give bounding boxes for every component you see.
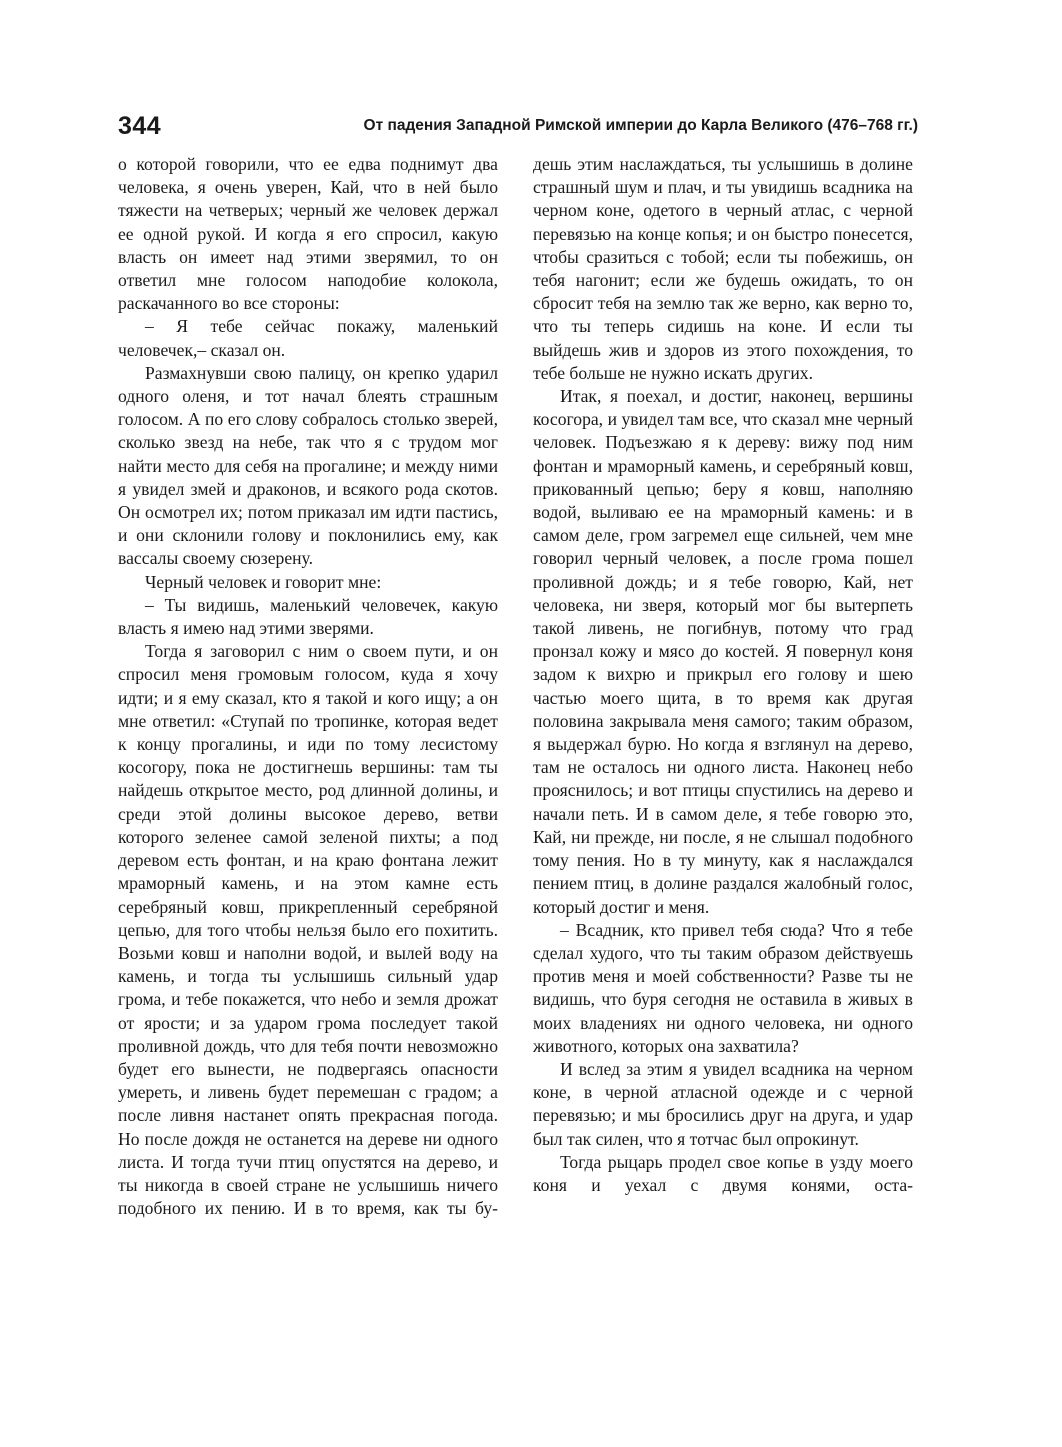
paragraph: Итак, я поехал, и достиг, наконец, вершины косогора, и увидел там все, что сказал мне черный человек. Подъезжаю я к дереву: вижу под ним фонтан и мраморный камень, и серебряный ковш, прикованный цепью; беру я ковш, наполняю водой, выливаю ее на мраморный камень: и в самом деле, гром загремел еще сильней, чем мне говорил черный человек, а после грома пошел проливной дождь; и я тебе говорю, Кай, нет человека, ни зверя, который мог бы вытерпеть такой ливень, не погибнув, потому что град пронзал кожу и мясо до костей. Я повернул коня задом к вихрю и прикрыл его голову и шею частью моего щита, в то время как другая половина закрывала меня самого; таким образом, я выдержал бурю. Но когда я взглянул на дерево, там не осталось ни одного листа. Наконец небо прояснилось; и вот птицы спустились на дерево и начали петь. И в самом деле, я тебе говорю это, Кай, ни прежде, ни после, я не слышал подобного тому пения. Но в ту минуту, как я наслаждался пением птиц, в долине раздался жалобный голос, который достиг и меня. (533, 386, 913, 917)
paragraph: о которой говорили, что ее едва поднимут два человека, я очень уверен, Кай, что в ней было тяжести на четверых; черный же человек держал ее одной рукой. И когда я его спросил, какую власть он имеет над этими зверямил, то он ответил мне голосом наподобие колокола, раскачанного во все стороны: (118, 154, 498, 314)
page-header (118, 108, 918, 148)
right-column (533, 153, 913, 1197)
running-title: От падения Западной Римской империи до Карла Великого (476–768 гг.) (363, 117, 918, 134)
paragraph: Тогда рыцарь продел свое копье в узду моего коня и уехал с двумя конями, оста- (533, 1151, 913, 1195)
paragraph: И вслед за этим я увидел всадника на черном коне, в черной атласной одежде и с черной перевязью; и мы бросились друг на друга, и удар был так силен, что я тотчас был опрокинут. (533, 1058, 913, 1149)
paragraph: Тогда я заговорил с ним о своем пути, и он спросил меня громовым голосом, куда я хочу идти; и я ему сказал, кто я такой и кого ищу; а он мне ответил: «Ступай по тропинке, которая ведет к концу прогалины, и иди по тому лесистому косогору, пока не достигнешь вершины: там ты найдешь открытое место, род длинной долины, и среди этой долины высокое дерево, ветви которого зеленее самой зеленой пихты; а под деревом есть фонтан, и на краю фонтана лежит мраморный камень, и на этом камне есть серебряный ковш, прикрепленный серебряной цепью, для того чтобы нельзя было его похитить. Возьми ковш и наполни водой, и вылей воду на камень, и тогда ты услышишь сильный удар грома, и тебе покажется, что небо и земля дрожат от ярости; и за ударом грома последует такой проливной дождь, что для тебя почти невозможно будет его вынести, не подвергаясь опасности умереть, и ливень будет перемешан с градом; а после ливня настанет опять прекрасная погода. Но после дождя не останется на дереве ни одного листа. И тогда тучи птиц опустятся на дерево, и ты никогда в своей стране не услышишь ничего подобного их пению. И в то время, как ты бу- (118, 641, 498, 1219)
paragraph: – Ты видишь, маленький человечек, какую власть я имею над этими зверями. (118, 594, 498, 639)
paragraph: Черный человек и говорит мне: (145, 571, 382, 592)
page-number: 344 (118, 112, 162, 140)
paragraph: – Всадник, кто привел тебя сюда? Что я тебе сделал худого, что ты таким образом действуешь против меня и моей собственности? Разве ты не видишь, что буря сегодня не оставила в живых в моих владениях ни одного человека, ни одного животного, которых она захватила? (533, 919, 913, 1056)
left-column (118, 153, 498, 1220)
paragraph: Размахнувши свою палицу, он крепко ударил одного оленя, и тот начал блеять страшным голосом. А по его слову собралось столько зверей, сколько звезд на небе, так что я с трудом мог найти место для себя на прогалине; и между ними я увидел змей и драконов, и всякого рода скотов. Он осмотрел их; потом приказал им идти пастись, и они склонили голову и поклонились ему, как вассалы своему сюзерену. (118, 362, 498, 569)
paragraph: дешь этим наслаждаться, ты услышишь в долине страшный шум и плач, и ты увидишь всадника на черном коне, одетого в черный атлас, с черной перевязью на конце копья; и он быстро понесется, чтобы сразиться с тобой; если ты побежишь, он тебя нагонит; если же будешь ожидать, то он сбросит тебя на землю так же верно, как верно то, что ты теперь сидишь на коне. И если ты выйдешь жив и здоров из этого похождения, то тебе больше не нужно искать других. (533, 154, 913, 383)
paragraph: – Я тебе сейчас покажу, маленький человечек,– сказал он. (118, 316, 498, 360)
